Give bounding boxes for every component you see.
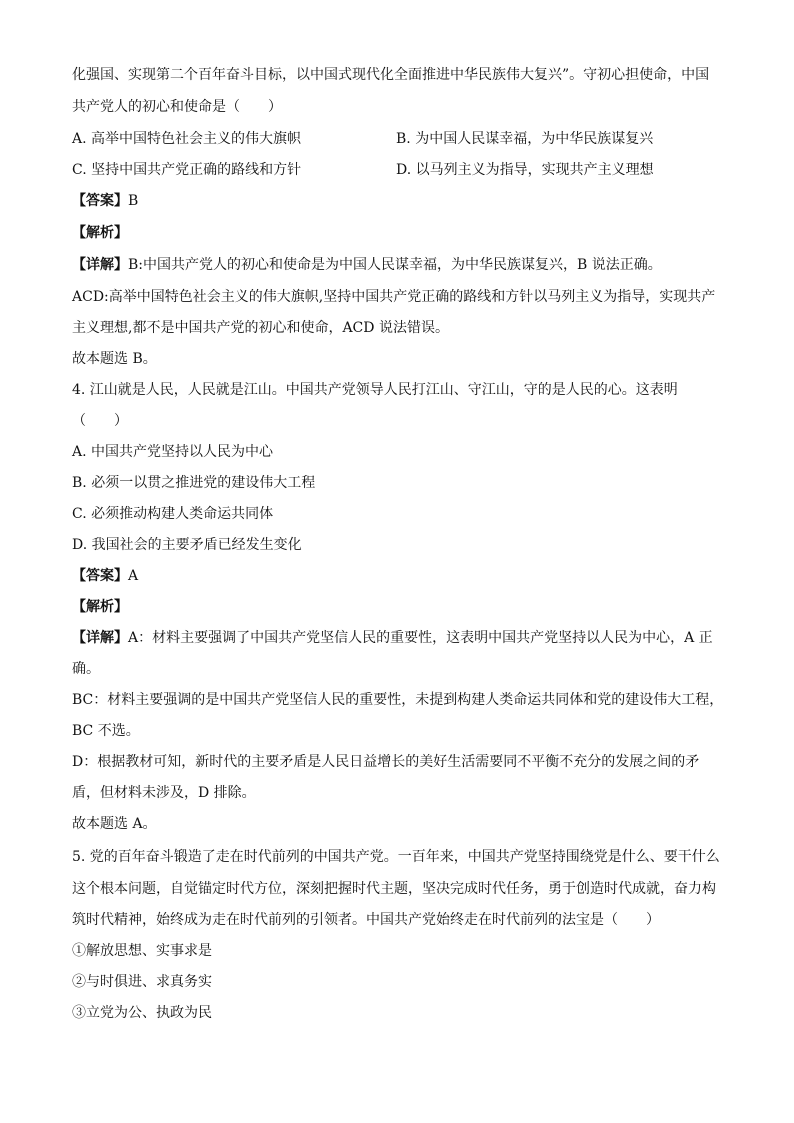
q4-detail-text-1: A：材料主要强调了中国共产党坚信人民的重要性，这表明中国共产党坚持以人民为中心，A 正 — [128, 630, 713, 646]
q3-answer-value: B — [128, 193, 139, 209]
q3-answer-line — [72, 191, 138, 211]
q5-stem-line-2: 这个根本问题，自觉锚定时代方位，深刻把握时代主题，坚决完成时代任务，勇于创造时代成就，奋力构 — [72, 881, 716, 897]
q4-option-c: C. 必须推动构建人类命运共同体 — [72, 506, 274, 522]
detail-tag: 【详解】 — [72, 630, 128, 646]
detail-tag: 【详解】 — [72, 257, 128, 273]
q3-option-b: B. 为中国人民谋幸福，为中华民族谋复兴 — [396, 131, 654, 147]
q3-stem-line-1: 化强国、实现第二个百年奋斗目标，以中国式现代化全面推进中华民族伟大复兴”。守初心担使命，中国 — [72, 67, 710, 83]
q3-stem-line-2: 共产党人的初心和使命是（ ） — [72, 99, 282, 115]
q4-detail-line-4: BC 不选。 — [72, 723, 140, 739]
q4-option-b: B. 必须一以贯之推进党的建设伟大工程 — [72, 475, 316, 491]
q4-option-d: D. 我国社会的主要矛盾已经发生变化 — [72, 537, 302, 553]
q5-item-1: ①解放思想、实事求是 — [72, 943, 212, 959]
q4-stem-line-1: 4. 江山就是人民，人民就是江山。中国共产党领导人民打江山、守江山，守的是人民的心。这表明 — [72, 382, 678, 398]
q5-stem-line-1: 5. 党的百年奋斗锻造了走在时代前列的中国共产党。一百年来，中国共产党坚持围绕党是什么、要干什么 — [72, 849, 720, 865]
q5-stem-line-3: 筑时代精神，始终成为走在时代前列的引领者。中国共产党始终走在时代前列的法宝是（ ） — [72, 912, 660, 928]
q4-detail-line-2: 确。 — [72, 661, 100, 677]
q3-option-a: A. 高举中国特色社会主义的伟大旗帜 — [72, 131, 302, 147]
q4-analysis-tag: 【解析】 — [72, 599, 128, 615]
q4-detail-line-1 — [72, 628, 713, 648]
q5-item-3: ③立党为公、执政为民 — [72, 1005, 212, 1021]
q3-option-c: C. 坚持中国共产党正确的路线和方针 — [72, 162, 302, 178]
q4-conclusion: 故本题选 A。 — [72, 816, 157, 832]
q4-detail-line-3: BC：材料主要强调的是中国共产党坚信人民的重要性，未提到构建人类命运共同体和党的建设伟大工程， — [72, 692, 724, 708]
q4-detail-line-6: 盾，但材料未涉及，D 排除。 — [72, 785, 256, 801]
q3-conclusion: 故本题选 B。 — [72, 351, 157, 367]
q4-detail-line-5: D：根据教材可知，新时代的主要矛盾是人民日益增长的美好生活需要同不平衡不充分的发展之间的矛 — [72, 754, 700, 770]
q5-item-2: ②与时俱进、求真务实 — [72, 974, 212, 990]
q3-analysis-tag: 【解析】 — [72, 225, 128, 241]
q4-stem-line-2: （ ） — [72, 413, 128, 429]
answer-tag: 【答案】 — [72, 193, 128, 209]
q4-answer-value: A — [128, 568, 139, 584]
q3-detail-line-2: ACD:高举中国特色社会主义的伟大旗帜,坚持中国共产党正确的路线和方针以马列主义为指导，实现共产 — [72, 289, 716, 305]
q3-detail-text-1: B:中国共产党人的初心和使命是为中国人民谋幸福，为中华民族谋复兴，B 说法正确。 — [128, 257, 662, 273]
q3-detail-line-1 — [72, 255, 662, 275]
q4-answer-line — [72, 566, 138, 586]
q3-option-d: D. 以马列主义为指导，实现共产主义理想 — [396, 162, 654, 178]
q3-detail-line-3: 主义理想,都不是中国共产党的初心和使命，ACD 说法错误。 — [72, 320, 449, 336]
answer-tag: 【答案】 — [72, 568, 128, 584]
q4-option-a: A. 中国共产党坚持以人民为中心 — [72, 444, 274, 460]
